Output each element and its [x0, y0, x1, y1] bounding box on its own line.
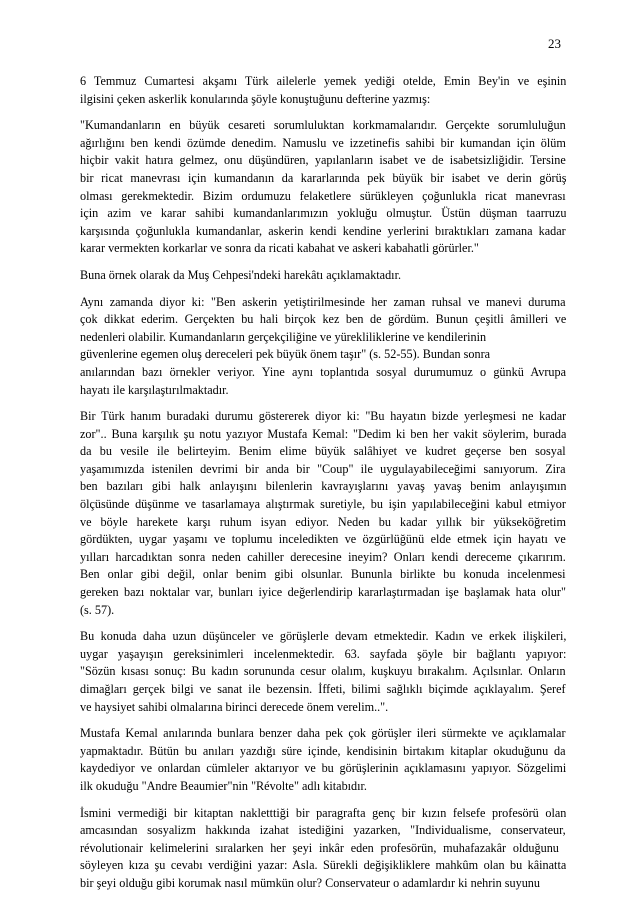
text-line: zor".. Buna karşılık şu notu yazıyor Mustafa Kemal: "Dedim ki ben her vakit söylerim, burada [80, 426, 566, 441]
text-line: da bu vesile ile belirteyim. Benim elime büyük salâhiyet ve kudret geçerse ben sosyal [80, 444, 566, 459]
text-line: nedenleri olabilir. Kumandanların gerçekçiliğine ve yürekliliklerine ve kendilerinin [80, 329, 487, 344]
paragraph [80, 294, 566, 400]
document-body [80, 73, 566, 902]
text-line: hiçbir vakit hatıra gelmez, onu düşündüren, yapılanların isabet ve de isabetsizliğidir. Tersine [80, 153, 566, 168]
text-line: hayatı ile karşılaştırılmaktadır. [80, 382, 229, 397]
text-line: "Kumandanların en büyük cesareti sorumluluktan korkmamalarıdır. Gerçekte sorumluluğun [80, 118, 566, 133]
text-line: ben bazıları gibi halk anlayışını bilenlerin kavrayışlarını yavaş yavaş benim anlayışımın [80, 479, 566, 494]
text-line: ilk okuduğu "Andre Beaumier"nin "Révolte" adlı kitabıdır. [80, 778, 367, 793]
text-line: ölçüsünde düşünme ve tasarlamaya alıştırmak suretiyle, bu işin yapılabileceğini kabul etmiyor [80, 497, 566, 512]
text-line: dimağları gerçek bilgi ve sanat ile bezensin. İffeti, bilimi sağlıklı biçimde açıklayalım. Şeref [80, 682, 566, 696]
text-line: olması gerekmektedir. Bizim ordumuzu felaketlere sürükleyen çoğunlukla ricat manevrası [80, 188, 566, 203]
text-line: karşısında çoğunlukla kumandanlar, askerin kendi kendine yerlerini bıraktıkları zamana kadar [80, 223, 566, 238]
text-line: ağırlığını ben kendi özümde denedim. Namuslu ve izzetinefis sahibi bir kumandan için ölüm [80, 135, 566, 150]
text-line: 6 Temmuz Cumartesi akşamı Türk ailelerle yemek yediği otelde, Emin Bey'in ve eşinin [80, 74, 566, 88]
paragraph [80, 805, 566, 893]
text-line: Mustafa Kemal anılarında bunlara benzer daha pek çok görüşler ileri sürmekte ve açıklamalar [80, 726, 566, 741]
text-line: yaşamımızda istenilen devrimi bir anda bir "Coup" ile uygulayabileceğimi sanıyorum. Zira [80, 461, 566, 476]
text-line: çok dikkat ederim. Gerçekten bu hali birçok kez ben de gördüm. Bunun çeşitli âmilleri ve [80, 312, 566, 327]
text-line: Buna örnek olarak da Muş Cehpesi'ndeki harekâtı açıklamaktadır. [80, 267, 401, 282]
text-line: yapmaktadır. Bütün bu anıları yazdığı süre içinde, kendisinin birtakım kitaplar okuduğunu da [80, 743, 566, 758]
text-line: anılarından bazı örnekler veriyor. Yine aynı toplantıda sosyal durumumuz o günkü Avrupa [80, 364, 566, 379]
text-line: Bu konuda daha uzun düşünceler ve görüşlerle devam etmektedir. Kadın ve erkek ilişkileri, [80, 629, 566, 644]
text-line: ve böyle harekete karşı ruhum isyan ediyor. Neden bu kadar yıllık bir yükseköğretim [80, 514, 566, 529]
text-line: bir şeyi olduğu gibi korumak nasıl mümkün olur? Conservateur o adamlardır ki nehrin suyunu [80, 875, 540, 890]
text-line: karar vermekten korkarlar ve sonra da ricati kabahat ve askeri kabahatli görürler." [80, 241, 479, 256]
text-line: kaydediyor ve onlardan cümleler aktarıyor ve bu görüşlerinin açıklamasını yapıyor. Sözgelimi [80, 761, 566, 776]
text-line: için azim ve karar sahibi kumandanlarımızın yokluğu olmuştur. Üstün düşman taarruzu [80, 206, 566, 221]
paragraph [80, 267, 566, 285]
text-line: gördükten, uygar yaşamı ve toplumu inceledikten ve özgürlüğünü elde etmek için hayatı ve [80, 532, 566, 547]
text-line: (s. 57). [80, 602, 115, 617]
text-line: yılları harcadıktan sonra neden cahiller derecesine ineyim? Onları kendi dereceme çıkarırım. [80, 549, 566, 564]
paragraph [80, 408, 566, 619]
paragraph [80, 117, 566, 258]
text-line: révolutionair kelimelerini sıralarken her şeyi inkâr eden profesörün, muhafazakâr olduğunu [80, 840, 559, 855]
page-number: 23 [548, 36, 561, 51]
text-line: bir ricat manevrası için kumandanın da kararlarında pek büyük bir isabet ve derin görüş [80, 170, 566, 185]
paragraph [80, 725, 566, 795]
text-line: ve haysiyet sahibi olmalarına birinci derecede önem verelim..". [80, 699, 389, 714]
text-line: ilgisini çeken askerlik konularında şöyle konuştuğunu defterine yazmış: [80, 91, 431, 106]
text-line: uygar yaşayışın gereksinimleri incelenmektedir. 63. sayfada şöyle bir bağlantı yapıyor: [80, 646, 566, 661]
text-line: Bir Türk hanım buradaki durumu göstererek diyor ki: "Bu hayatın bizde yerleşmesi ne kadar [80, 409, 566, 424]
paragraph [80, 628, 566, 716]
text-line: güvenlerine egemen oluş dereceleri pek büyük önem taşır" (s. 52-55). Bundan sonra [80, 347, 491, 362]
paragraph [80, 73, 566, 108]
text-line: amcasından sosyalizm hakkında izahat istediğini yazarken, "Individualisme, conservateur, [80, 823, 566, 838]
text-line: İsmini vermediği bir kitaptan nakletttiği bir paragrafta genç bir kızın felsefe profesörü olan [80, 805, 566, 820]
text-line: "Sözün kısası sonuç: Bu kadın sorununda cesur olalım, kuşkuyu bırakalım. Açılsınlar. Onların [80, 664, 566, 679]
text-line: söyleyen kıza şu cevabı verdiğini yazar: Asla. Sürekli değişikliklere mahkûm olan bu kâinatta [80, 858, 566, 873]
text-line: gereken bazı noktalar var, bunları iyice değerlendirip kararlaştırmadan işe başlamak hata olur" [80, 585, 566, 600]
text-line: Ben onlar gibi değil, onlar benim gibi olsunlar. Bununla birlikte bu konuda incelenmesi [80, 567, 566, 582]
text-line: Aynı zamanda diyor ki: "Ben askerin yetiştirilmesinde her zaman ruhsal ve manevi duruma [80, 294, 566, 309]
